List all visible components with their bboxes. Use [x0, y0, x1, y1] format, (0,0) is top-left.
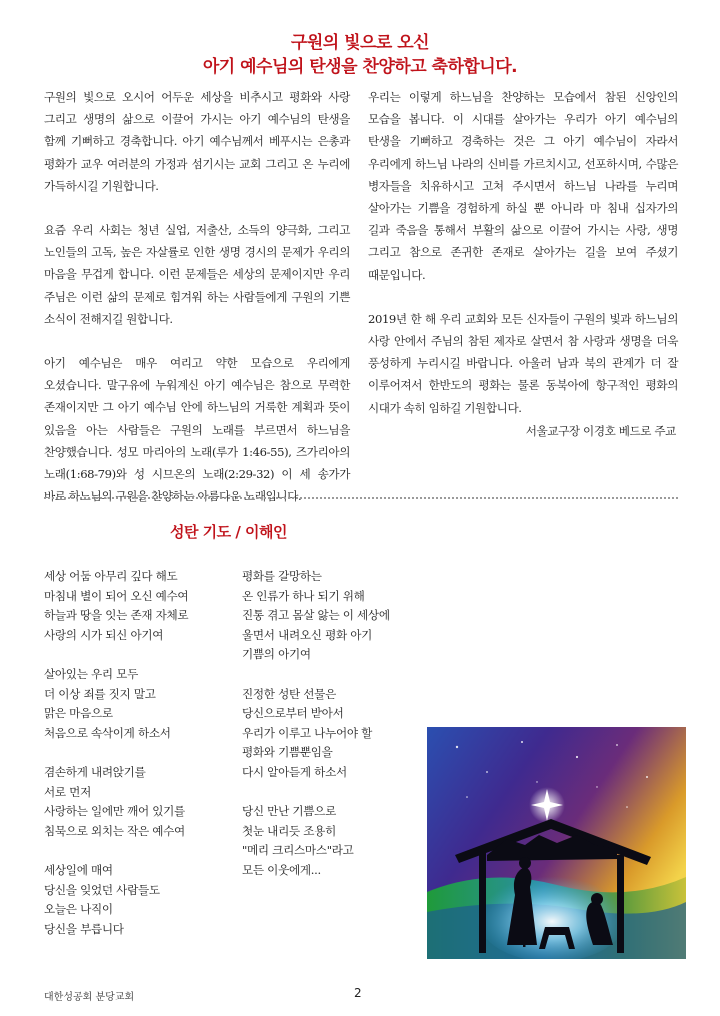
- poem-line: 사랑하는 일에만 깨어 있기를: [44, 804, 185, 819]
- poem-line: 첫눈 내리듯 조용히: [242, 823, 336, 838]
- poem-line: 서로 먼저: [44, 784, 91, 799]
- message-paragraph: 구원의 빛으로 오시어 어두운 세상을 비추시고 평화와 사랑 그리고 생명의 삶으로 이끌어 가시는 아기 예수님의 탄생을 함께 기뻐하고 경축합니다. 아기 예수님께서 베푸시는 은총과 평화가 교우 여러분의 가정과 섬기시는 교회 그리고 온 누리에 가득하시길 기원합니다.: [44, 90, 350, 193]
- poem-line: 평화를 갈망하는: [242, 569, 322, 583]
- message-paragraph: 2019년 한 해 우리 교회와 모든 신자들이 구원의 빛과 하느님의 사랑 안에서 주님의 참된 제자로 살면서 참 사랑과 생명을 더욱 풍성하게 누리시길 바랍니다. 아울러 남과 북의 관계가 더 잘 이루어져서 한반도의 평화는 물론 동북아에 항구적인 평화의 시대가 속히 임하길 기원합니다.: [368, 311, 678, 415]
- poem-line: 우리가 이루고 나누어야 할: [242, 725, 373, 740]
- poem-title: 성탄 기도 / 이해인: [169, 523, 288, 541]
- poem-line: 처음으로 속삭이게 하소서: [44, 725, 171, 740]
- poem-stanza: [44, 763, 188, 841]
- poem-line: 진정한 성탄 선물은: [242, 686, 336, 701]
- nativity-illustration: [427, 727, 686, 959]
- poem-stanza: [44, 665, 188, 743]
- poem-line: 기쁨의 아기여: [242, 647, 311, 662]
- poem-line: 당신 만난 기쁨으로: [242, 804, 336, 819]
- poem-line: 다시 알아듣게 하소서: [242, 764, 347, 779]
- signature: 서울교구장 이경호 베드로 주교: [525, 424, 676, 438]
- poem-line: 당신을 부릅니다: [44, 921, 124, 936]
- poem-line: 사랑의 시가 되신 아기여: [44, 627, 164, 642]
- poem-stanza: [44, 861, 188, 939]
- poem-line: 침묵으로 외치는 작은 예수여: [44, 823, 185, 838]
- poem-stanza: [242, 802, 390, 880]
- poem-line: 오늘은 나직이: [44, 902, 113, 917]
- poem-line: 당신을 잊었던 사람들도: [44, 882, 160, 897]
- poem-line: 당신으로부터 받아서: [242, 706, 344, 721]
- page-number: 2: [354, 986, 362, 1000]
- poem-line: "메리 크리스마스"라고: [242, 843, 354, 858]
- poem-stanza: [44, 567, 188, 645]
- footer-publisher: 대한성공회 분당교회: [44, 992, 135, 1003]
- poem-line: 세상 어둠 아무리 깊다 해도: [44, 569, 178, 583]
- poem-column-left: [44, 567, 188, 959]
- poem-line: 울면서 내려오신 평화 아기: [242, 627, 373, 642]
- poem-stanza: [242, 567, 390, 665]
- poem-line: 진통 겪고 몸살 앓는 이 세상에: [242, 608, 390, 623]
- poem-line: 마침내 별이 되어 오신 예수여: [44, 588, 189, 603]
- message-paragraph: 요즘 우리 사회는 청년 실업, 저출산, 소득의 양극화, 그리고 노인들의 고독, 높은 자살률로 인한 생명 경시의 문제가 우리의 마음을 무겁게 합니다. 이런 문제들은 세상의 문제이지만 우리 주님은 이런 삶의 문제로 힘겨워 하는 사람들에게 구원의 기쁜 소식이 전해지길 원합니다.: [44, 223, 350, 326]
- poem-line: 하늘과 땅을 잇는 존재 자체로: [44, 608, 189, 623]
- poem-column-right: [242, 567, 390, 900]
- message-paragraph: 아기 예수님은 매우 여리고 약한 모습으로 우리에게 오셨습니다. 말구유에 누워계신 아기 예수님은 참으로 무력한 존재이지만 그 아기 예수님 안에 하느님의 거룩한 계획과 뜻이 있음을 아는 사람들은 구원의 노래를 부르면서 하느님을 찬양했습니다. 성모 마리아의 노래(루가 1:46-55), 즈가리아의 노래(1:68-79)와 성 시므온의 노래(2:29-32) 이 세 송가가 바로 하느님의 구원을 찬양하는 아름다운 노래입니다.: [44, 356, 350, 504]
- poem-line: 평화와 기쁨뿐임을: [242, 745, 333, 760]
- poem-line: 더 이상 죄를 짓지 말고: [44, 686, 156, 701]
- section-divider: [44, 497, 678, 499]
- article-title-line2: 아기 예수님의 탄생을 찬양하고 축하합니다.: [202, 57, 518, 77]
- poem-line: 겸손하게 내려앉기를: [44, 764, 146, 779]
- poem-line: 살아있는 우리 모두: [44, 666, 138, 681]
- poem-line: 맑은 마음으로: [44, 706, 113, 721]
- poem-line: 세상일에 매여: [44, 862, 113, 877]
- message-paragraph: 우리는 이렇게 하느님을 찬양하는 모습에서 참된 신앙인의 모습을 봅니다. 이 시대를 살아가는 우리가 아기 예수님의 탄생을 기뻐하고 경축하는 것은 그 아기 예수님이 자라서 우리에게 하느님 나라의 신비를 가르치시고, 선포하시며, 수많은 병자들을 치유하시고 고쳐 주시면서 하느님 나라를 누리며 살아가는 기쁨을 경험하게 하실 뿐 아니라 마 침내 십자가의 길과 죽음을 통해서 부활의 삶으로 이끌어 가시는 사랑, 생명 그리고 참으로 존귀한 존재로 살아가는 길을 보여 주셨기 때문입니다.: [368, 90, 678, 282]
- message-column-right: [368, 86, 678, 441]
- article-title-line1: 구원의 빛으로 오신: [290, 33, 430, 53]
- message-column-left: [44, 86, 350, 529]
- poem-line: 온 인류가 하나 되기 위해: [242, 588, 365, 603]
- poem-stanza: [242, 685, 390, 783]
- poem-line: 모든 이웃에게...: [242, 862, 321, 877]
